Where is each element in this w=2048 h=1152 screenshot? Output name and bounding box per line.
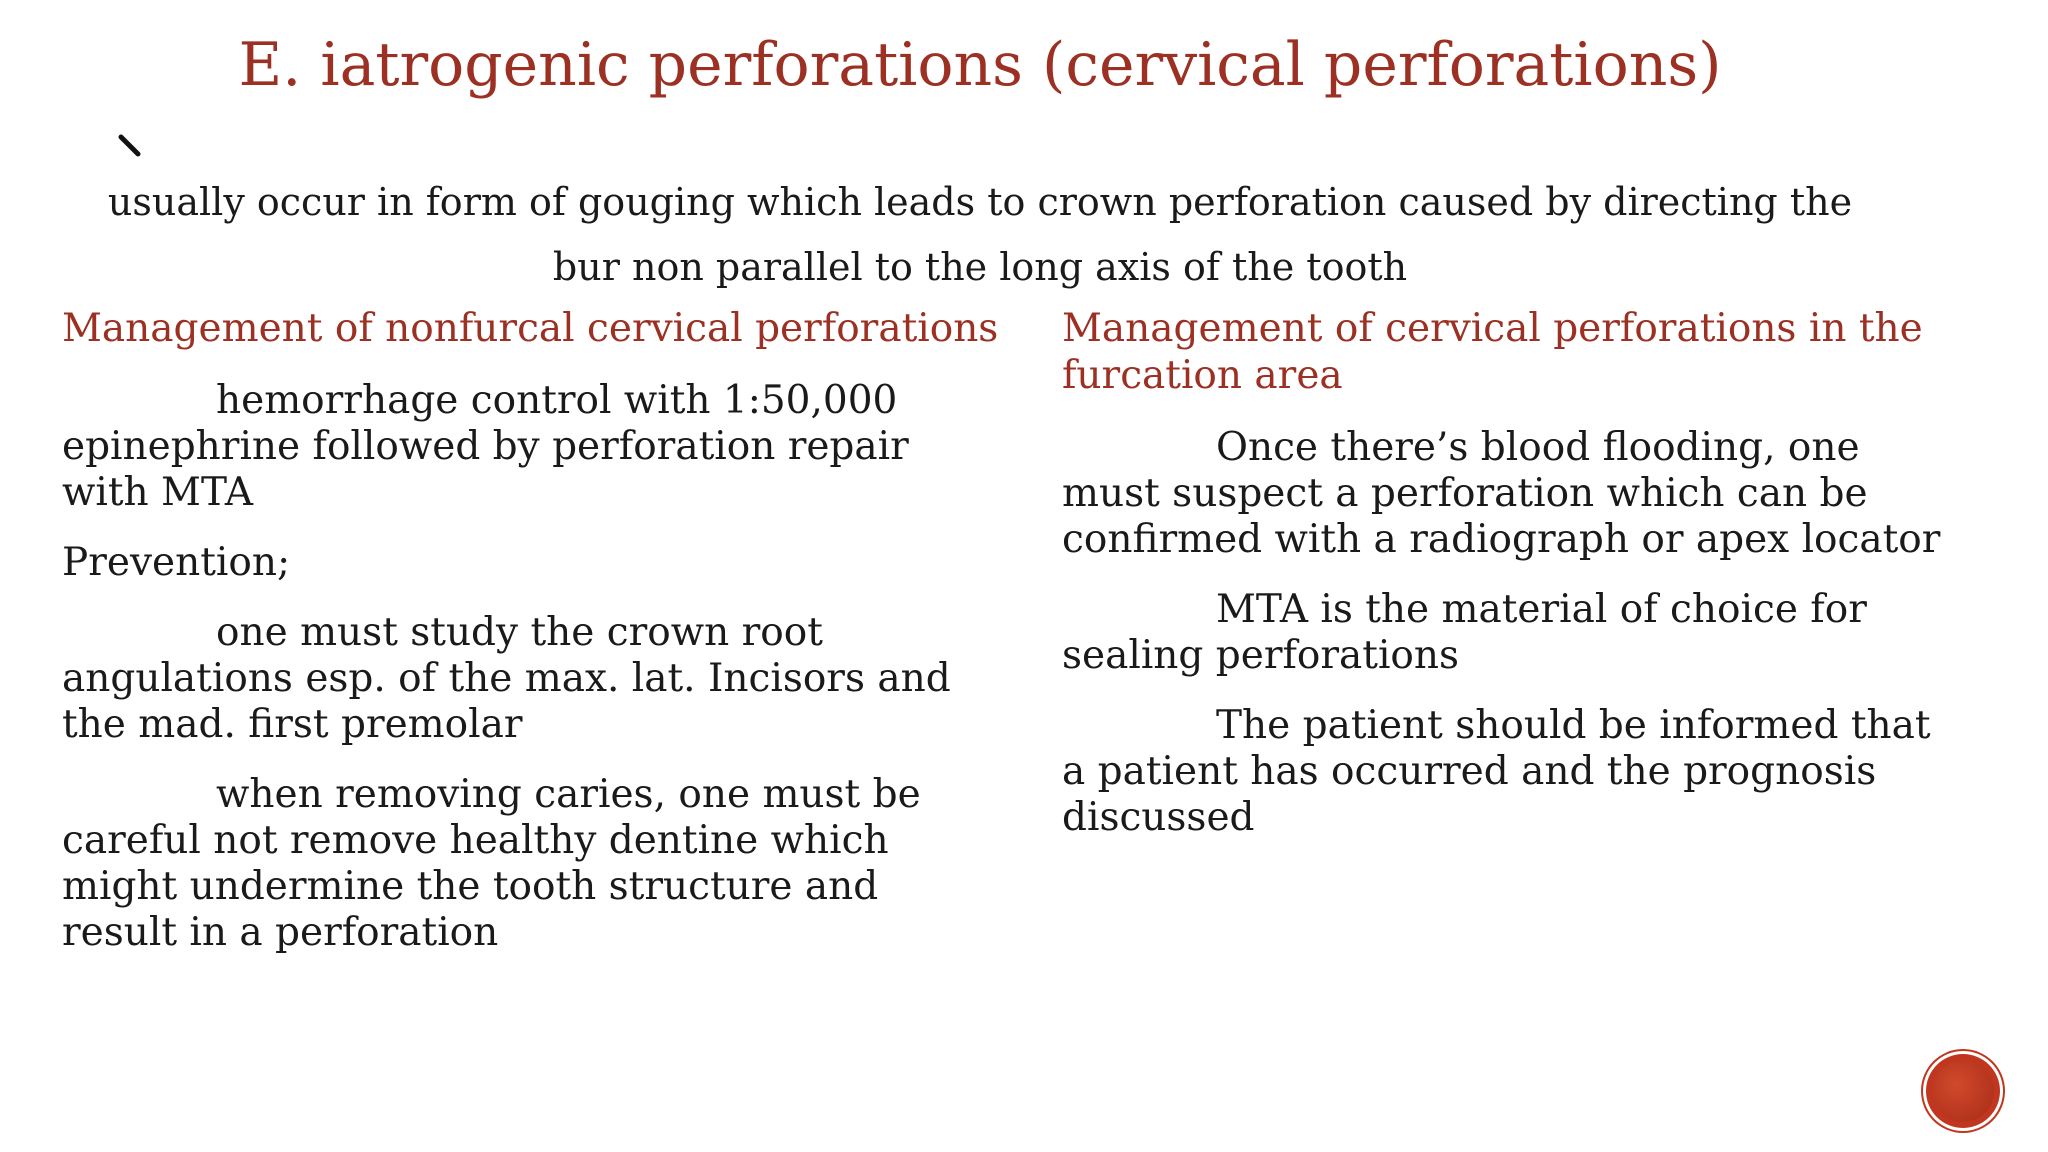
left-heading: Management of nonfurcal cervical perforations — [62, 306, 999, 351]
intro-text: usually occur in form of gouging which leads to crown perforation caused by directing the bur non parallel to the long axis of the tooth — [107, 180, 1853, 289]
left-column — [62, 305, 1002, 980]
right-paragraph-1: Once there’s blood flooding, one must suspect a perforation which can be confirmed with a radiograph or apex locator — [1062, 425, 1941, 562]
right-paragraph-2: MTA is the material of choice for sealing perforations — [1062, 587, 1867, 678]
right-heading: Management of cervical perforations in the furcation area — [1062, 306, 1923, 398]
next-slide-button[interactable] — [1926, 1054, 2000, 1128]
prevention-label: Prevention; — [62, 540, 291, 585]
right-paragraph-3: The patient should be informed that a patient has occurred and the prognosis discussed — [1062, 703, 1931, 840]
mouse-pointer-icon — [118, 134, 144, 160]
next-slide-button-face[interactable] — [1932, 1060, 1994, 1122]
left-paragraph-1: hemorrhage control with 1:50,000 epinephrine followed by perforation repair with MTA — [62, 378, 909, 515]
right-column — [1062, 305, 1962, 865]
left-paragraph-2: one must study the crown root angulations esp. of the max. lat. Incisors and the mad. first premolar — [62, 610, 951, 747]
left-paragraph-3: when removing caries, one must be careful not remove healthy dentine which might undermine the tooth structure and result in a perforation — [62, 772, 921, 955]
slide-title: E. iatrogenic perforations (cervical perforations) — [238, 30, 1722, 100]
